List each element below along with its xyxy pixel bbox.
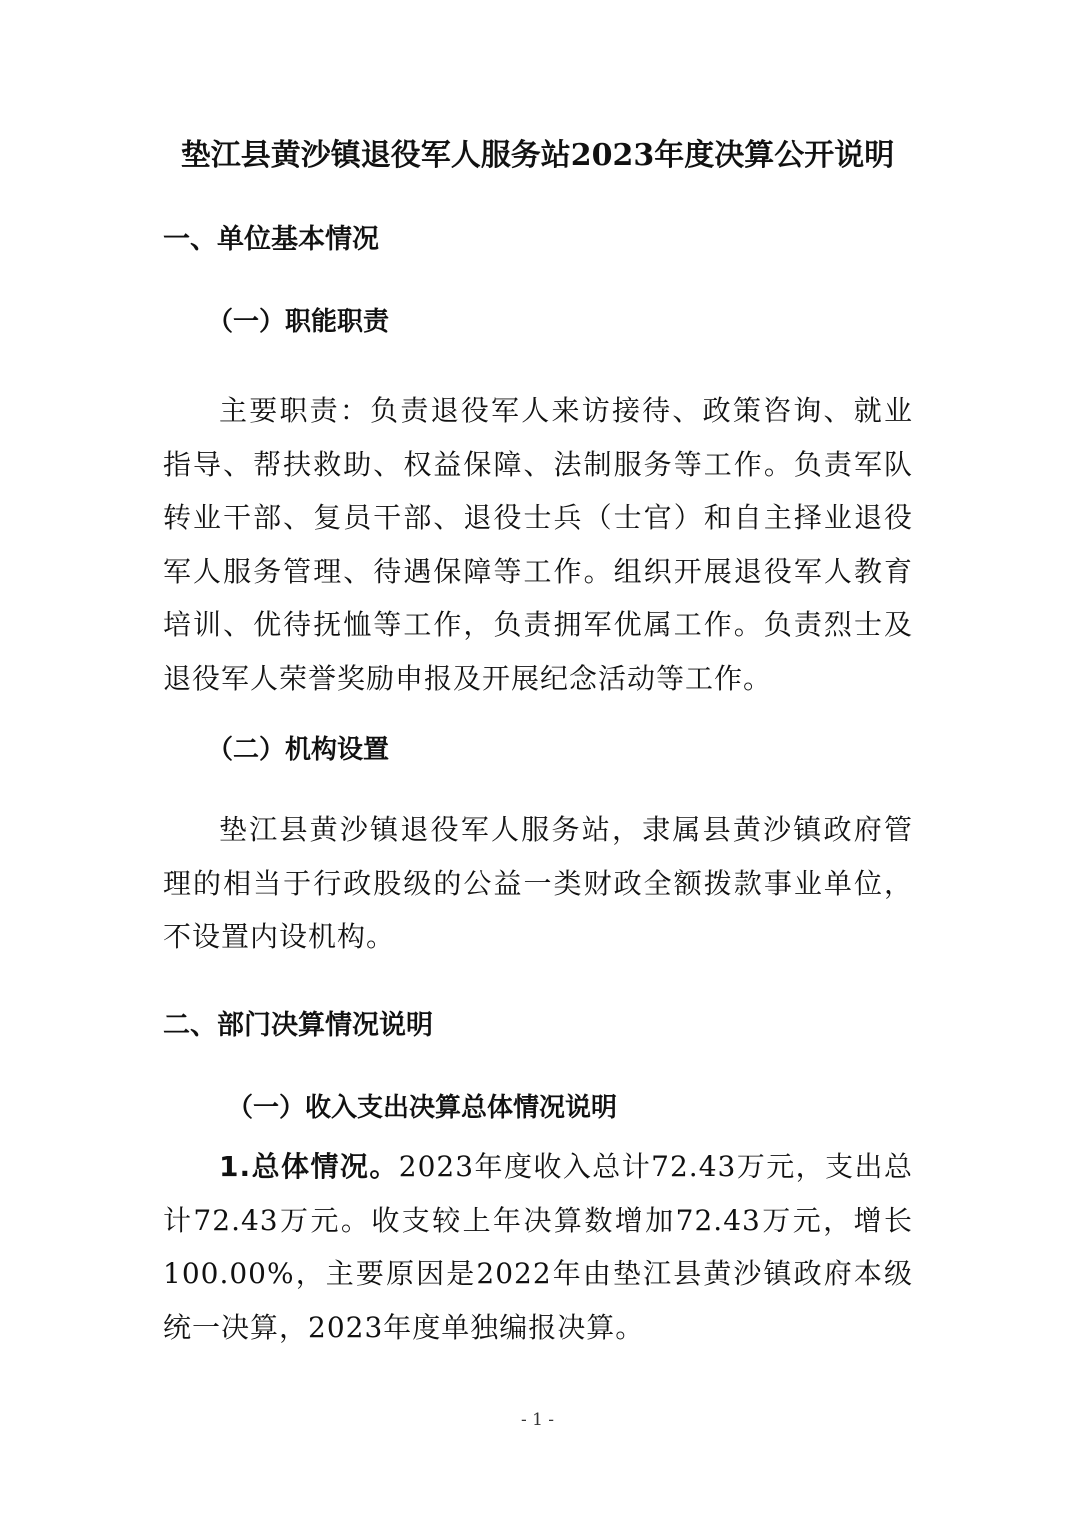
subsection-heading-organization: （二）机构设置 (207, 735, 390, 765)
subsection-heading-duties: （一）职能职责 (207, 307, 390, 337)
overall-situation-paragraph (163, 1140, 913, 1354)
overall-situation-lead: 1.总体情况。 (219, 1150, 399, 1183)
page-number: - 1 - (520, 1410, 555, 1430)
subsection-heading-income-expense: （一）收入支出决算总体情况说明 (227, 1093, 618, 1123)
overall-situation-body: 2023年度收入总计72.43万元，支出总计72.43万元。收支较上年决算数增加72.43万元，增长100.00%，主要原因是2022年由垫江县黄沙镇政府本级统一决算，2023年度单独编报决算。 (163, 1150, 913, 1344)
section-heading-final-accounts: 二、部门决算情况说明 (163, 1010, 433, 1041)
document-title: 垫江县黄沙镇退役军人服务站2023年度决算公开说明 (180, 138, 895, 173)
organization-paragraph: 垫江县黄沙镇退役军人服务站，隶属县黄沙镇政府管理的相当于行政股级的公益一类财政全额拨款事业单位，不设置内设机构。 (163, 813, 913, 953)
section-heading-basic-info: 一、单位基本情况 (163, 224, 379, 255)
duties-paragraph: 主要职责：负责退役军人来访接待、政策咨询、就业指导、帮扶救助、权益保障、法制服务等工作。负责军队转业干部、复员干部、退役士兵（士官）和自主择业退役军人服务管理、待遇保障等工作。组织开展退役军人教育培训、优待抚恤等工作，负责拥军优属工作。负责烈士及退役军人荣誉奖励申报及开展纪念活动等工作。 (163, 394, 913, 695)
